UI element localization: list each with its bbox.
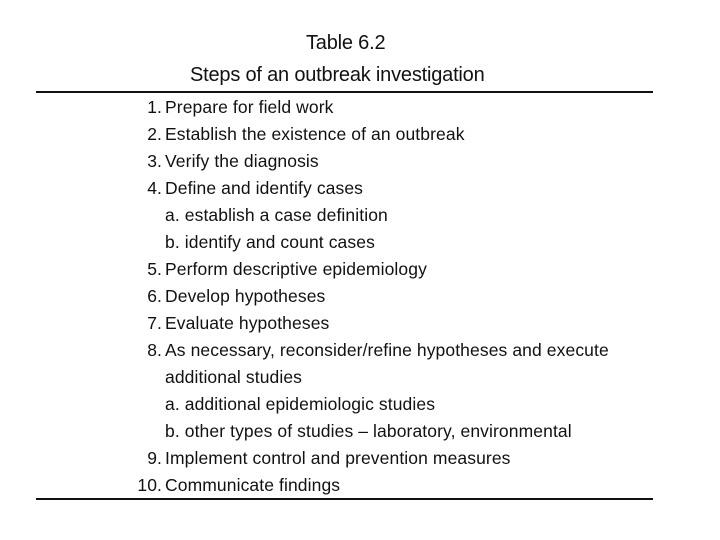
step-text: As necessary, reconsider/refine hypotheses and execute [165, 340, 609, 360]
step-text: Communicate findings [165, 475, 341, 495]
step-text: Perform descriptive epidemiology [165, 259, 427, 279]
step-text: Implement control and prevention measures [165, 448, 511, 468]
step-number: 8. [147, 340, 162, 360]
bottom-rule [36, 498, 653, 500]
step-number: 5. [147, 259, 162, 279]
step-text: b. other types of studies – laboratory, environmental [165, 421, 572, 441]
step-number: 7. [147, 313, 162, 333]
step-number: 2. [147, 124, 162, 144]
step-text: Evaluate hypotheses [165, 313, 330, 333]
step-number: 3. [147, 151, 162, 171]
step-text: b. identify and count cases [165, 232, 375, 252]
step-text: Develop hypotheses [165, 286, 326, 306]
step-number: 9. [147, 448, 162, 468]
step-text: Verify the diagnosis [165, 151, 319, 171]
table-caption: Steps of an outbreak investigation [190, 64, 485, 86]
top-rule [36, 91, 653, 93]
step-text: Define and identify cases [165, 178, 364, 198]
step-text: additional studies [165, 367, 303, 387]
step-number: 4. [147, 178, 162, 198]
step-number: 1. [147, 97, 162, 117]
table-number: Table 6.2 [306, 32, 386, 54]
step-number: 10. [137, 475, 162, 495]
step-text: a. additional epidemiologic studies [165, 394, 436, 414]
step-text: Prepare for field work [165, 97, 334, 117]
step-number: 6. [147, 286, 162, 306]
step-text: Establish the existence of an outbreak [165, 124, 465, 144]
step-text: a. establish a case definition [165, 205, 388, 225]
